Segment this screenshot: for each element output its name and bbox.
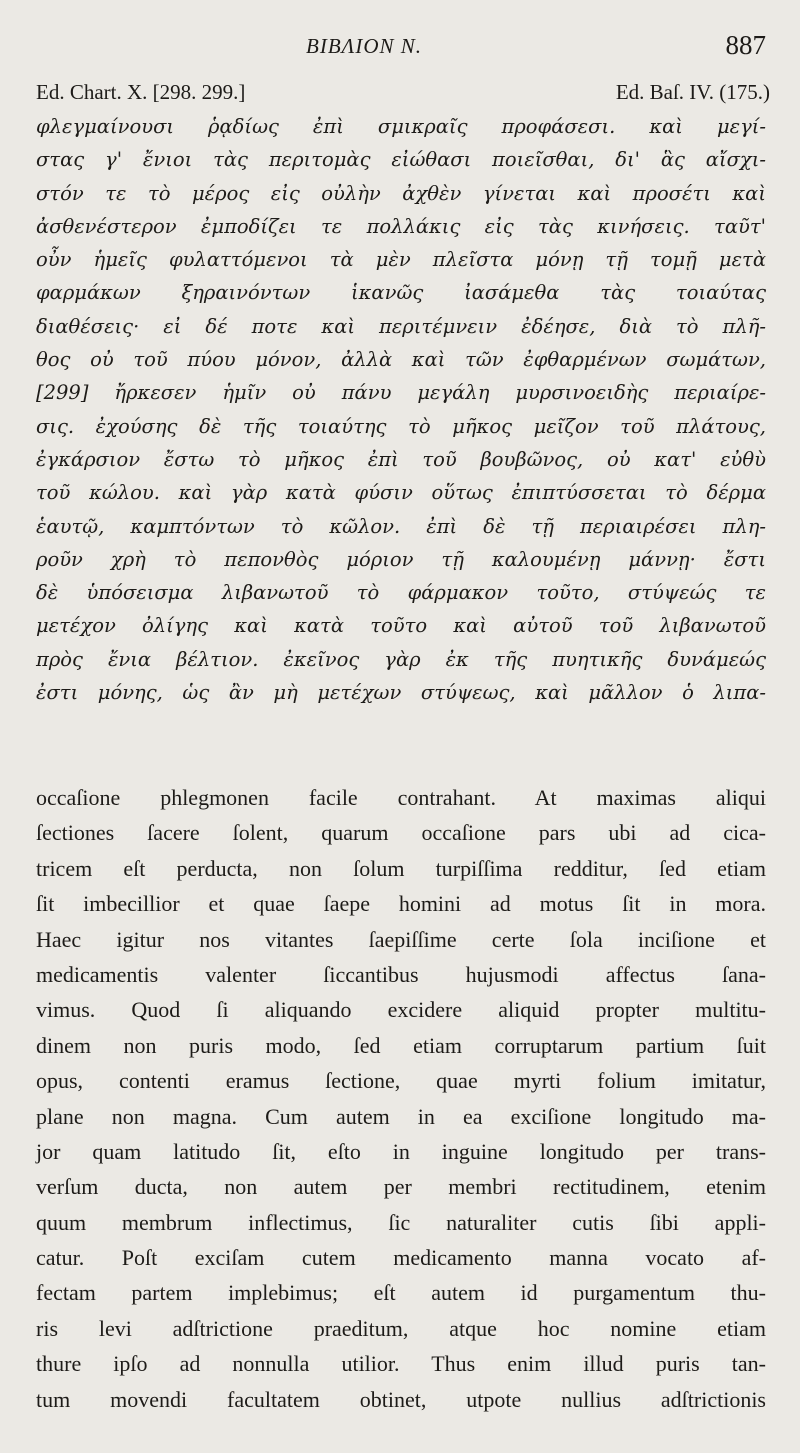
latin-line: ſectiones ſacere ſolent, quarum occaſione pars ubi ad cica- [36,820,766,846]
latin-line: plane non magna. Cum autem in ea exciſione longitudo ma- [36,1103,766,1129]
greek-line: οὖν ἡμεῖς φυλαττόμενοι τὰ μὲν πλεῖστα μόνῃ τῇ τομῇ μετὰ [36,248,766,272]
greek-line: πρὸς ἔνια βέλτιον. ἐκεῖνος γὰρ ἐκ τῆς πυητικῆς δυνάμεώς [36,647,766,671]
latin-line: catur. Poſt exciſam cutem medicamento manna vocato af- [36,1245,766,1271]
greek-line: φαρμάκων ξηραινόντων ἱκανῶς ἰασάμεθα τὰς τοιαύτας [36,281,766,305]
greek-line: θος οὐ τοῦ πύου μόνον, ἀλλὰ καὶ τῶν ἐφθαρμένων σωμάτων, [36,348,766,372]
latin-line: verſum ducta, non autem per membri rectitudinem, etenim [36,1174,766,1200]
greek-line: σις. ἐχούσης δὲ τῆς τοιαύτης τὸ μῆκος μεῖζον τοῦ πλάτους, [36,414,766,438]
latin-line: occaſione phlegmonen facile contrahant. At maximas aliqui [36,785,766,810]
greek-line: ἐστι μόνης, ὡς ἂν μὴ μετέχων στύψεως, καὶ μᾶλλον ὁ λιπα- [36,681,766,705]
latin-text-block [36,780,766,1417]
latin-line: quum membrum inflectimus, ſic naturaliter cutis ſibi appli- [36,1209,766,1235]
greek-line: τοῦ κώλου. καὶ γὰρ κατὰ φύσιν οὕτως ἐπιπτύσσεται τὸ δέρμα [36,481,766,505]
latin-line: vimus. Quod ſi aliquando excidere aliquid propter multitu- [36,997,766,1023]
edition-reference [36,80,770,108]
edition-basel-reference: Ed. Baſ. IV. (175.) [615,80,770,104]
latin-line: opus, contenti eramus ſectione, quae myrti folium imitatur, [36,1068,766,1094]
greek-line: ἀσθενέστερον ἐμποδίζει τε πολλάκις εἰς τὰς κινήσεις. ταῦτ' [36,214,766,238]
running-title: BIBΛΙΟΝ Ν. [306,34,423,58]
greek-text-block [36,110,766,709]
greek-line: φλεγμαίνουσι ῥᾳδίως ἐπὶ σμικραῖς προφάσεσι. καὶ μεγί- [36,115,766,138]
greek-line: [299] ἤρκεσεν ἡμῖν οὐ πάνυ μεγάλη μυρσινοειδὴς περιαίρε- [36,381,766,405]
latin-line: tricem eſt perducta, non ſolum turpiſſima redditur, ſed etiam [36,855,766,881]
latin-line: jor quam latitudo ſit, eſto in inguine longitudo per trans- [36,1138,766,1164]
greek-line: δὲ ὑπόσεισμα λιβανωτοῦ τὸ φάρμακον τοῦτο, στύψεώς τε [36,581,766,605]
edition-chart-reference: Ed. Chart. X. [298. 299.] [36,80,246,104]
latin-line: tum movendi facultatem obtinet, utpote nullius adſtrictionis [36,1386,766,1412]
greek-line: στας γ' ἔνιοι τὰς περιτομὰς εἰώθασι ποιεῖσθαι, δι' ἃς αἴσχι- [36,148,766,172]
greek-line: μετέχον ὀλίγης καὶ κατὰ τοῦτο καὶ αὐτοῦ τοῦ λιβανωτοῦ [36,614,766,638]
page-number: 887 [725,30,766,60]
latin-line: thure ipſo ad nonnulla utilior. Thus enim illud puris tan- [36,1351,766,1377]
latin-line: ris levi adſtrictione praeditum, atque hoc nomine etiam [36,1315,766,1341]
page-header [36,28,770,64]
latin-line: ſit imbecillior et quae ſaepe homini ad motus ſit in mora. [36,891,766,917]
greek-line: διαθέσεις· εἰ δέ ποτε καὶ περιτέμνειν ἐδέησε, διὰ τὸ πλῆ- [36,314,766,338]
latin-line: Haec igitur nos vitantes ſaepiſſime certe ſola inciſione et [36,926,766,952]
latin-line: medicamentis valenter ſiccantibus hujusmodi affectus ſana- [36,961,766,987]
greek-line: ἐγκάρσιον ἔστω τὸ μῆκος ἐπὶ τοῦ βουβῶνος, οὐ κατ' εὐθὺ [36,447,766,471]
greek-line: ἑαυτῷ, καμπτόντων τὸ κῶλον. ἐπὶ δὲ τῇ περιαιρέσει πλη- [36,514,766,538]
greek-line: ροῦν χρὴ τὸ πεπονθὸς μόριον τῇ καλουμένῃ μάννῃ· ἔστι [36,547,766,571]
greek-line: στόν τε τὸ μέρος εἰς οὐλὴν ἀχθὲν γίνεται καὶ προσέτι καὶ [36,181,766,205]
latin-line: dinem non puris modo, ſed etiam corruptarum partium ſuit [36,1032,766,1058]
latin-line: fectam partem implebimus; eſt autem id purgamentum thu- [36,1280,766,1306]
